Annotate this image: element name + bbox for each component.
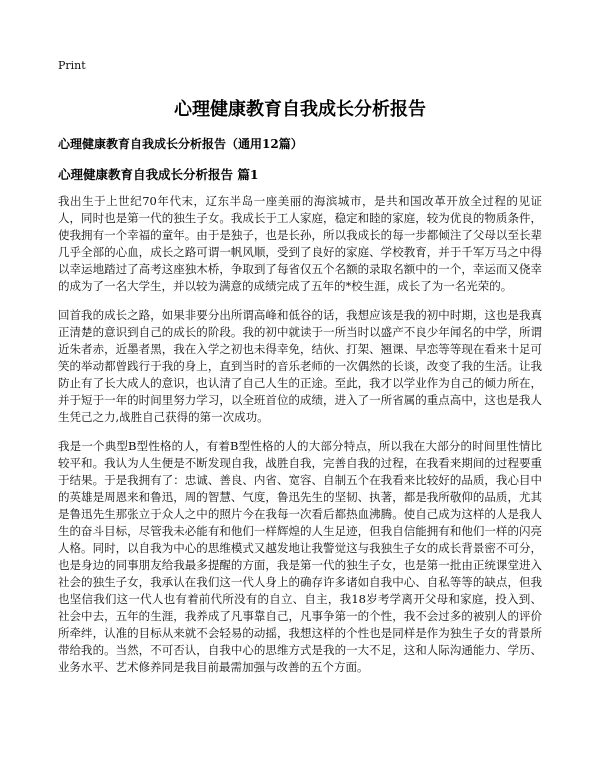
paragraph-1: 我出生于上世纪70年代末，辽东半岛一座美丽的海滨城市，是共和国改革开放全过程的见证人，同时也是第一代的独生子女。我成长于工人家庭，稳定和睦的家庭，较为优良的物质条件，使我拥有一个幸福的童年。由于是独子，也是长孙，所以我成长的每一步都倾注了父母以至长辈几乎全部的心血，成长之路可谓一帆风顺，受到了良好的家庭、学校教育，并于千军万马之中得以幸运地踏过了高考这座独木桥，争取到了每省仅五个名额的录取名额中的一个，幸运而又侥幸的成为了一名大学生，并以较为满意的成绩完成了五年的*校生涯，成长了为一名光荣的。 [58, 194, 542, 293]
section-heading-part1: 心理健康教育自我成长分析报告 篇1 [58, 167, 259, 182]
paragraph-2: 回首我的成长之路，如果非要分出所谓高峰和低谷的话，我想应该是我的初中时期，这也是我真正清楚的意识到自己的成长的阶段。我的初中就读于一所当时以盛产不良少年闻名的中学，所谓近朱者赤，近墨者黑，我在入学之初也未得幸免，结伙、打架、翘课、早恋等等现在看来十足可笑的举动都曾践行于我的身上，直到当时的音乐老师的一次偶然的长谈，改变了我的生活。让我防止有了长大成人的意识，也认清了自己人生的正途。至此，我才以学业作为自己的倾力所在，并于短于一年的时间里努力学习，以全班首位的成绩，进入了一所省属的重点高中，这也是我人生凭己之力,战胜自己获得的第一次成功。 [58, 308, 542, 424]
paragraph-3: 我是一个典型B型性格的人，有着B型性格的人的大部分特点，所以我在大部分的时间里性情比较平和。我认为人生便是不断发现自我，战胜自我，完善自我的过程，在我看来期间的过程要重于结果。于是我拥有了：忠诚、善良、内省、宽容、自制五个在我看来比较好的品质，我心目中的英雄是周恩来和鲁迅，周的智慧、气度，鲁迅先生的坚韧、执著，都是我所敬仰的品质，尤其是鲁迅先生那张立于众人之中的照片今在我每一次看后都热血沸腾。使自己成为这样的人是我人生的奋斗目标，尽管我未必能有和他们一样辉煌的人生足迹，但我自信能拥有和他们一样的闪亮人格。同时，以自我为中心的思维模式又越发地让我警觉这与我独生子女的成长背景密不可分，也是身边的同事朋友给我最多提醒的方面，我是第一代的独生子女，也是第一批由正统课堂进入社会的独生子女，我承认在我们这一代人身上的确存许多诸如自我中心、自私等等的缺点，但我也坚信我们这一代人也有着前代所没有的自立、自主，我18岁考学离开父母和家庭，投入到、社会中去，五年的生涯，我养成了凡事靠自己，凡事争第一的个性，我不会过多的被别人的评价所牵绊，认准的目标从来就不会轻易的动摇，我想这样的个性也是同样是作为独生子女的背景所带给我的。当然，不可否认，自我中心的思维方式是我的一大不足，这和人际沟通能力、学历、业务水平、艺术修养同是我目前最需加强与改善的五个方面。 [58, 439, 542, 674]
page-subtitle: 心理健康教育自我成长分析报告（通用12篇） [58, 137, 303, 151]
page-title: 心理健康教育自我成长分析报告 [174, 99, 426, 120]
print-button[interactable]: Print [58, 59, 86, 72]
